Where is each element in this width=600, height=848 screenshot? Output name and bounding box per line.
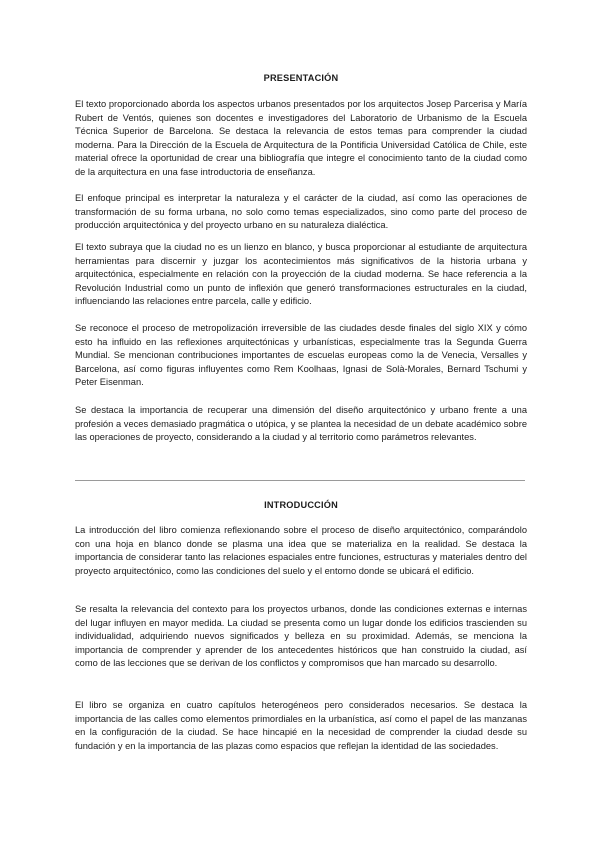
introduction-title: INTRODUCCIÓN: [264, 500, 338, 510]
introduction-paragraph-3: El libro se organiza en cuatro capítulos heterogéneos pero considerados necesarios. Se destaca la importancia de las calles como elementos primordiales en la urbanística, así como el papel de las manzanas en la configuración de la ciudad. Se hace hincapié en la necesidad de comprender la ciudad desde su fundación y en la importancia de las plazas como espacios que reflejan la identidad de las sociedades.: [75, 700, 527, 751]
presentation-paragraph-5: Se destaca la importancia de recuperar una dimensión del diseño arquitectónico y urbano frente a una profesión a veces demasiado pragmática o utópica, y se plantea la necesidad de un debate académico sobre las operaciones de proyecto, considerando a la ciudad y al territorio como parámetros relevantes.: [75, 405, 527, 443]
presentation-paragraph-1: El texto proporcionado aborda los aspectos urbanos presentados por los arquitectos Josep Parcerisa y María Rubert de Ventós, quienes son docentes e investigadores del Laboratorio de Urbanismo de la Escuela Técnica Superior de Barcelona. Se destaca la relevancia de estos temas para comprender la ciudad moderna. Para la Dirección de la Escuela de Arquitectura de la Pontificia Universidad Católica de Chile, este material ofrece la oportunidad de crear una bibliografía que integre el conocimiento tanto de la ciudad como de la arquitectura en una fase introductoria de enseñanza.: [75, 99, 527, 177]
presentation-paragraph-3: El texto subraya que la ciudad no es un lienzo en blanco, y busca proporcionar al estudiante de arquitectura herramientas para discernir y juzgar los acontecimientos más significativos de la historia urbana y arquitectónica, especialmente en relación con la proyección de la ciudad moderna. Se hace referencia a la Revolución Industrial como un punto de inflexión que generó transformaciones estructurales en la ciudad, influenciando las relaciones entre parcela, calle y edificio.: [75, 242, 527, 307]
presentation-paragraph-4: Se reconoce el proceso de metropolización irreversible de las ciudades desde finales del siglo XIX y cómo esto ha influido en las reflexiones arquitectónicas y urbanísticas, especialmente tras la Segunda Guerra Mundial. Se mencionan contribuciones importantes de escuelas europeas como la de Venecia, Versalles y Barcelona, así como figuras influyentes como Rem Koolhaas, Ignasi de Solà-Morales, Bernard Tschumi y Peter Eisenman.: [75, 323, 527, 388]
presentation-paragraph-2: El enfoque principal es interpretar la naturaleza y el carácter de la ciudad, así como las operaciones de transformación de su forma urbana, no solo como temas especializados, sino como parte del proceso de producción arquitectónica y del proyecto urbano en su naturaleza dialéctica.: [75, 193, 527, 231]
introduction-paragraph-1: La introducción del libro comienza reflexionando sobre el proceso de diseño arquitectónico, comparándolo con una hoja en blanco donde se plasma una idea que se materializa en la realidad. Se destaca la importancia de considerar tanto las relaciones espaciales entre funciones, estructuras y materiales dentro del proyecto arquitectónico, como las condiciones del suelo y el entorno donde se ubicará el edificio.: [75, 525, 527, 576]
section-divider: [75, 480, 525, 481]
introduction-paragraph-2: Se resalta la relevancia del contexto para los proyectos urbanos, donde las condiciones externas e internas del lugar influyen en mayor medida. La ciudad se presenta como un lugar donde los edificios trascienden su individualidad, adquiriendo nuevos significados y belleza en su proximidad. Además, se menciona la importancia de comprender y aprender de los antecedentes históricos que han construido la ciudad, así como de las lecciones que se derivan de los conflictos y compromisos que han marcado su desarrollo.: [75, 604, 527, 669]
presentation-title: PRESENTACIÓN: [263, 73, 339, 83]
